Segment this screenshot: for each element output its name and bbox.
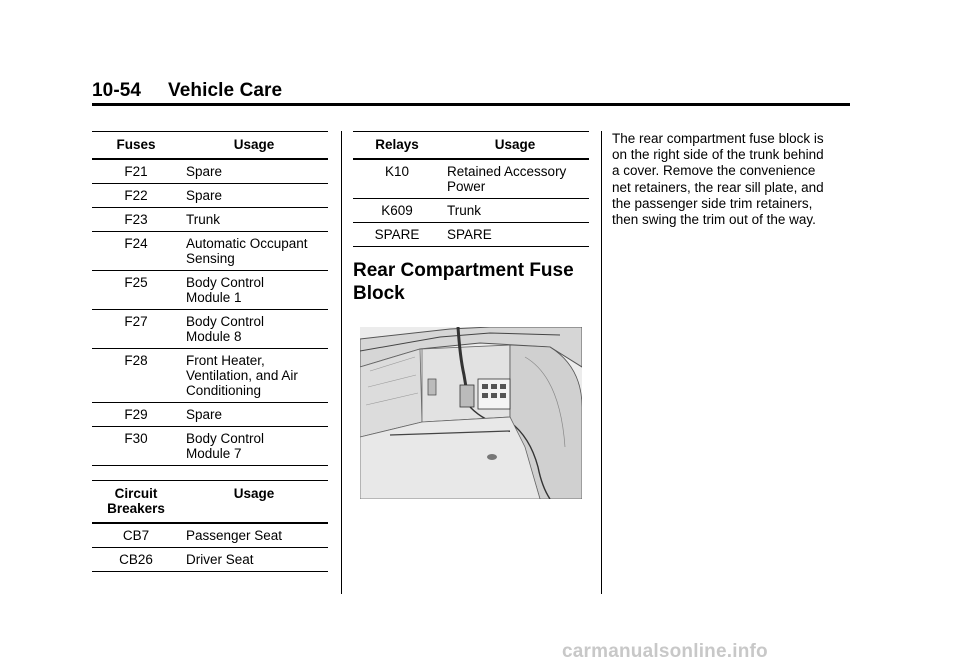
- usage-cell: Spare: [180, 403, 328, 427]
- table-row: [353, 223, 589, 247]
- fuses-table: [92, 131, 328, 466]
- usage-cell: Trunk: [441, 199, 589, 223]
- id-cell: F21: [92, 159, 180, 184]
- table-row: [92, 184, 328, 208]
- trunk-fuse-block-illustration: [360, 327, 582, 499]
- table-row: [92, 232, 328, 271]
- description-paragraph: The rear compartment fuse block is on the right side of the trunk behind a cover. Remove the convenience net retainers, the rear sill plate, and the passenger side trim retainers, then swing the trim out of the way.: [612, 131, 824, 228]
- id-cell: F27: [92, 310, 180, 349]
- usage-cell: Spare: [180, 184, 328, 208]
- section-title: Rear Compartment Fuse Block: [353, 260, 574, 304]
- column-header: Usage: [180, 132, 328, 160]
- table-row: [92, 271, 328, 310]
- id-cell: K10: [353, 159, 441, 199]
- id-cell: F22: [92, 184, 180, 208]
- table-row: [92, 159, 328, 184]
- column-header: Relays: [353, 132, 441, 160]
- usage-cell: Body Control Module 8: [180, 310, 328, 349]
- section-name: Vehicle Care: [168, 80, 283, 101]
- table-row: [92, 548, 328, 572]
- column-header: Fuses: [92, 132, 180, 160]
- usage-cell: Passenger Seat: [180, 523, 328, 548]
- usage-cell: Body Control Module 7: [180, 427, 328, 466]
- id-cell: CB26: [92, 548, 180, 572]
- usage-cell: Driver Seat: [180, 548, 328, 572]
- id-cell: F30: [92, 427, 180, 466]
- footer-watermark: carmanualsonline.info: [562, 641, 768, 662]
- usage-cell: Automatic Occupant Sensing: [180, 232, 328, 271]
- id-cell: SPARE: [353, 223, 441, 247]
- column-header: Usage: [180, 481, 328, 524]
- id-cell: F25: [92, 271, 180, 310]
- circuit-breakers-table: [92, 480, 328, 572]
- table-row: [92, 523, 328, 548]
- id-cell: F29: [92, 403, 180, 427]
- usage-cell: Trunk: [180, 208, 328, 232]
- usage-cell: Body Control Module 1: [180, 271, 328, 310]
- usage-cell: Retained Accessory Power: [441, 159, 589, 199]
- table-row: [92, 349, 328, 403]
- header-rule: [92, 103, 850, 106]
- column-header: Usage: [441, 132, 589, 160]
- id-cell: F28: [92, 349, 180, 403]
- usage-cell: Spare: [180, 159, 328, 184]
- page-header: [92, 80, 282, 102]
- id-cell: K609: [353, 199, 441, 223]
- table-row: [92, 310, 328, 349]
- usage-cell: SPARE: [441, 223, 589, 247]
- id-cell: F24: [92, 232, 180, 271]
- relays-table: [353, 131, 589, 247]
- table-row: [92, 427, 328, 466]
- table-row: [353, 199, 589, 223]
- table-row: [92, 208, 328, 232]
- column-divider: [341, 131, 342, 594]
- column-header: Circuit Breakers: [92, 481, 180, 524]
- table-row: [353, 159, 589, 199]
- page-number: 10-54: [92, 80, 142, 101]
- table-row: [92, 403, 328, 427]
- id-cell: CB7: [92, 523, 180, 548]
- column-divider: [601, 131, 602, 594]
- usage-cell: Front Heater, Ventilation, and Air Conditioning: [180, 349, 328, 403]
- id-cell: F23: [92, 208, 180, 232]
